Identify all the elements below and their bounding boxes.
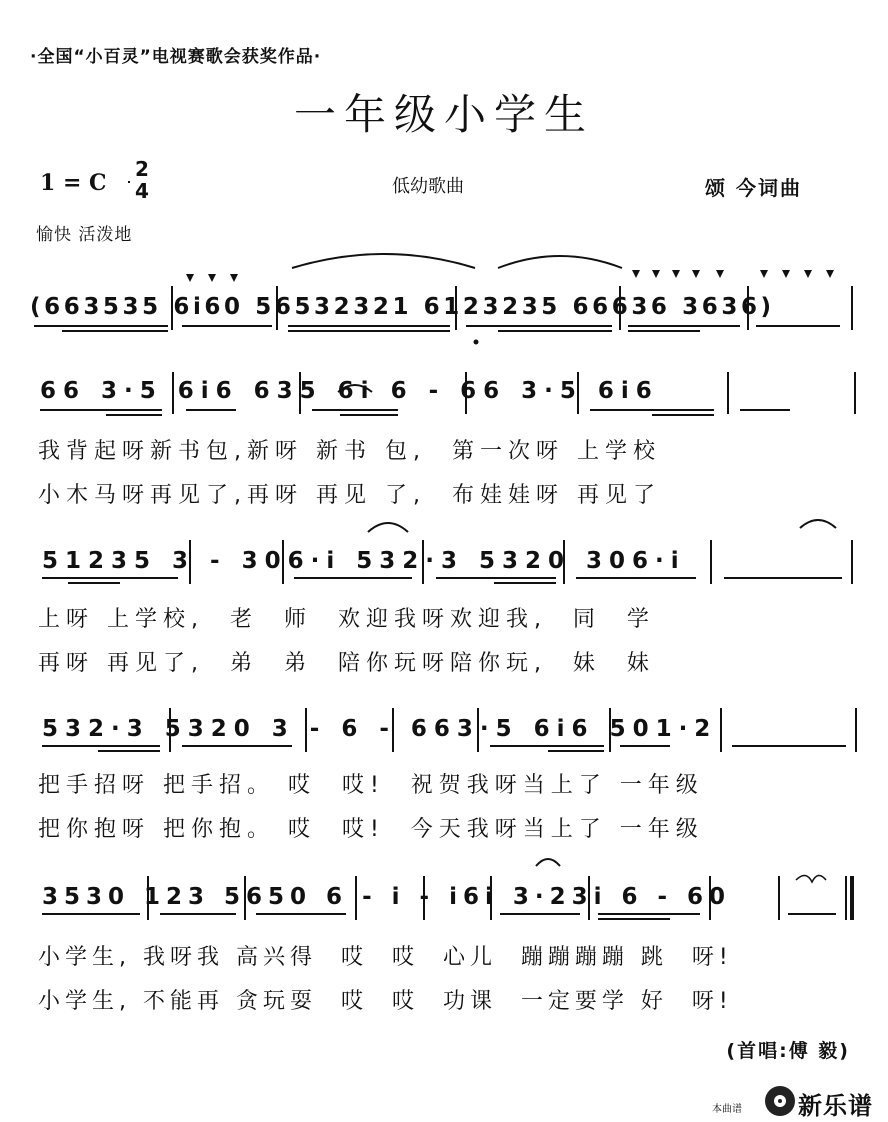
award-line: ·全国“小百灵”电视赛歌会获奖作品· [30, 47, 322, 67]
author-credit: 颂 今词曲 [705, 176, 802, 200]
watermark-caption: 本曲谱 [712, 1104, 742, 1115]
tempo-marking: 愉快 活泼地 [36, 225, 133, 245]
score-row-3-notes: 51235 3 - 306·i 532·3 5320 306·i [42, 548, 686, 574]
score-row-2-lyric-1: 我背起呀新书包,新呀 新书 包, 第一次呀 上学校 [38, 439, 661, 464]
score-row-2-notes: 66 3·5 6i6 635 6i 6 - 66 3·5 6i6 [40, 378, 659, 404]
record-disc-icon [765, 1086, 795, 1116]
song-title: 一年级小学生 [293, 90, 594, 139]
key-signature: 1 = C [40, 170, 107, 196]
score-row-4-notes: 532·3 5320 3 - 6 - 663·5 6i6 501·2 [42, 716, 718, 742]
score-row-3-lyric-1: 上呀 上学校, 老 师 欢迎我呀欢迎我, 同 学 [38, 607, 655, 632]
watermark-brand: 新乐谱 [798, 1092, 873, 1120]
first-singer-credit: (首唱:傅 毅) [726, 1040, 850, 1062]
time-signature-bottom: 4 [135, 179, 149, 203]
score-row-4-lyric-1: 把手招呀 把手招。 哎 哎! 祝贺我呀当上了 一年级 [38, 773, 704, 798]
score-row-1-notes: (663535 6i60 56532321 6123235 66636 3636) [30, 294, 775, 320]
score-row-2-lyric-2: 小木马呀再见了,再呀 再见 了, 布娃娃呀 再见了 [38, 483, 661, 508]
score-row-4-lyric-2: 把你抱呀 把你抱。 哎 哎! 今天我呀当上了 一年级 [38, 817, 704, 842]
genre-label: 低幼歌曲 [392, 176, 464, 197]
time-signature-top: 2 [135, 157, 149, 181]
score-row-3-lyric-2: 再呀 再见了, 弟 弟 陪你玩呀陪你玩, 妹 妹 [38, 651, 655, 676]
score-row-5-lyric-1: 小学生, 我呀我 高兴得 哎 哎 心儿 蹦蹦蹦蹦 跳 呀! [38, 945, 733, 970]
score-row-5-notes: 3530 123 5650 6 - i - i6i 3·23i 6 - 60 [42, 884, 732, 910]
score-row-5-lyric-2: 小学生, 不能再 贪玩耍 哎 哎 功课 一定要学 好 呀! [38, 989, 733, 1014]
